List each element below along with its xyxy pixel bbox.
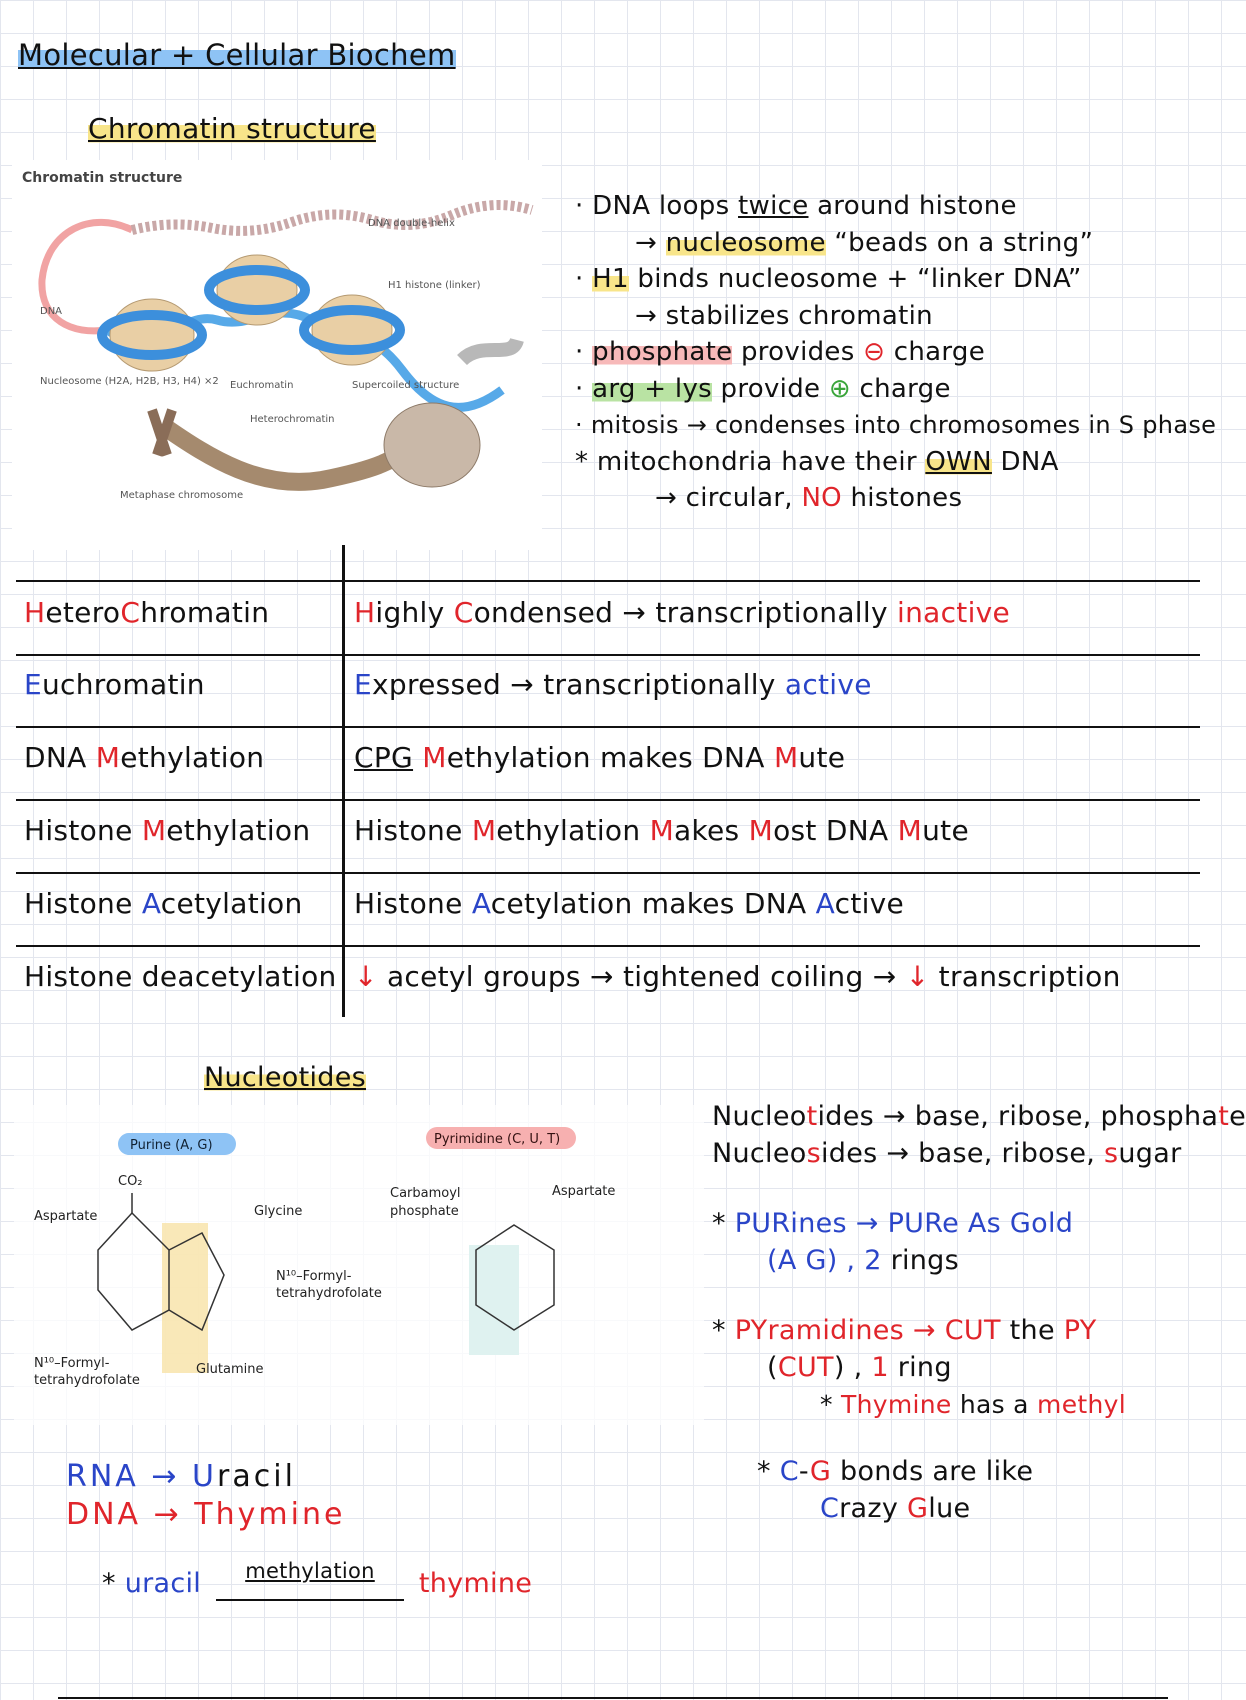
negative-icon: ⊖ [863,337,886,367]
text: · [575,264,593,294]
text: * mitochondria have their [575,446,926,477]
label-glycine: Glycine [254,1204,303,1219]
row-desc [354,741,845,774]
purine-tag: Purine (A, G) [130,1138,213,1153]
text: e [1229,1101,1246,1132]
text: · DNA loops [575,191,739,221]
text: cetylation makes DNA [490,887,816,920]
star-icon: * [102,1568,125,1599]
text: Histone [24,887,142,920]
text: · [575,337,593,367]
letter: A [815,887,835,920]
note-line [575,334,1200,371]
text-emphasis: methyl [1037,1390,1126,1419]
text: binds nucleosome + “linker DNA” [628,264,1082,294]
page-title-text: Molecular + Cellular Biochem [18,38,456,72]
text: Nucleo [712,1101,807,1132]
letter: M [141,814,167,847]
letter: CUT [777,1352,834,1383]
letter: M [773,741,799,774]
letter: E [24,668,42,701]
letter: D [66,1497,93,1532]
spacer [712,1423,1200,1453]
text: Histone [354,887,472,920]
text: e [942,1208,968,1239]
row-term [24,814,310,847]
text: · [575,373,593,404]
letter: t [1218,1101,1230,1132]
text: ute [922,814,969,847]
text: - [798,1456,810,1487]
row-term [24,668,205,701]
text: hromatin [140,596,270,629]
spacer [712,1279,1200,1312]
text: NA → [92,1497,195,1532]
letter: R [771,1208,791,1239]
row-term [24,596,269,629]
letter: M [748,814,774,847]
text: charge [885,337,986,367]
label-dna: DNA [40,306,63,317]
text: NA → [89,1459,193,1494]
letter: PU [734,1208,772,1239]
row-desc [354,596,1010,629]
chromatin-heading-text: Chromatin structure [88,112,376,145]
row-desc [354,960,1121,993]
positive-icon: ⊕ [828,373,851,404]
letter: A [967,1208,987,1239]
label-co2: CO₂ [118,1174,143,1189]
row-term [24,741,264,774]
supercoiled-structure [384,403,480,487]
heterochromatin-fiber [162,425,412,482]
letter: M [471,814,497,847]
table-row [16,873,1200,947]
note-line [712,1349,1200,1386]
term-h1: H1 [592,264,629,294]
text: the [1000,1315,1064,1346]
label-aspartate-2: Aspartate [552,1184,616,1199]
term-no: NO [801,483,842,513]
label-glutamine: Glutamine [196,1362,264,1377]
text: ctive [834,887,905,920]
table-row [16,580,1200,656]
note-line [712,1135,1200,1172]
letter: M [649,814,675,847]
figure-caption: Chromatin structure [22,170,183,186]
text: rings [881,1245,959,1276]
text: ethylation [120,741,265,774]
note-line [712,1312,1200,1349]
nucleotides-heading [204,1062,366,1093]
text: histones [841,483,963,513]
letter: A [471,887,491,920]
label-formyl-1b: tetrahydrofolate [276,1286,382,1301]
chromatin-diagram [12,160,542,550]
star-icon: * [820,1390,842,1419]
rna-dna-bases [66,1458,345,1534]
note-line [712,1205,1200,1242]
text: bonds are like [831,1456,1034,1487]
label-carbamoyl-2: phosphate [390,1204,459,1219]
label-h1-histone: H1 histone (linker) [388,280,481,291]
row-desc [354,668,872,701]
text: Histone [24,814,142,847]
letter: PUR [887,1208,943,1239]
letter: CUT [944,1315,1001,1346]
label-euchromatin: Euchromatin [230,380,294,391]
text: charge [850,373,951,404]
text: ighly [375,596,454,629]
text: ides → base, ribose, [820,1138,1105,1169]
term-own: OWN [925,446,992,477]
text: ondensed → transcriptionally [473,596,898,629]
label-formyl-1: N¹⁰–Formyl- [276,1269,352,1284]
letter: s [806,1138,821,1169]
table-row [16,727,1200,801]
text: etero [45,596,121,629]
label-dna-helix: DNA double-helix [368,218,455,229]
structure-diagram [14,1105,704,1425]
text: akes [674,814,749,847]
text-emphasis: CPG [354,741,414,774]
pyrimidine-ring [469,1225,554,1355]
label-aspartate: Aspartate [34,1209,98,1224]
letter: H [354,596,376,629]
chromatin-heading [88,112,376,145]
text: provide [711,373,829,404]
uracil-methylation [102,1559,533,1599]
note-line [575,444,1200,481]
text-emphasis: Thymine [841,1390,952,1419]
spacer [712,1172,1200,1205]
text: has a [951,1390,1038,1419]
text: ute [798,741,846,774]
letter: H [24,596,46,629]
text-emphasis: inactive [897,596,1011,629]
letter: A [141,887,161,920]
text: ring [888,1352,952,1383]
nucleosome-1 [102,299,202,371]
text: → circular, [655,483,802,513]
text-emphasis: 1 [871,1352,889,1383]
text: DNA [991,446,1059,477]
star-icon: * [712,1315,735,1346]
label-nucleosome: Nucleosome (H2A, H2B, H3, H4) ×2 [40,376,219,387]
row-desc [354,887,904,920]
text: lue [928,1493,971,1524]
text: ) , [833,1352,872,1383]
row-term: Histone deacetylation [24,960,337,993]
letter: PY [1063,1315,1097,1346]
label-heterochromatin: Heterochromatin [250,414,335,425]
letter: M [897,814,923,847]
text: around histone [808,191,1017,221]
arrow-label: methylation [245,1559,375,1583]
letter: G [809,1456,832,1487]
text-emphasis: Thymine [194,1497,346,1532]
term-thymine: thymine [418,1568,533,1599]
text: ethylation [496,814,650,847]
text: s [986,1208,1010,1239]
star-icon: * [712,1208,735,1239]
table-row [16,946,1200,1018]
chromatin-notes [575,188,1217,517]
text: ( [767,1352,778,1383]
dna-line [66,1496,345,1534]
down-arrow-icon: ↓ [354,960,378,993]
term-arg-lys: arg + lys [592,373,712,404]
note-line [575,480,1200,517]
letter: C [820,1493,840,1524]
text: ost DNA [773,814,898,847]
text: DNA [24,741,96,774]
note-line [712,1242,1200,1279]
letter: G [907,1493,929,1524]
text: transcription [929,960,1121,993]
term-nucleosome: nucleosome [665,227,826,258]
note-line [712,1453,1200,1490]
note-line [575,371,1200,408]
letter: U [192,1459,218,1494]
text: ides → base, ribose, phospha [817,1101,1219,1132]
note-line [712,1098,1246,1135]
pyrimidine-tag: Pyrimidine (C, U, T) [434,1132,561,1147]
note-line [712,1386,1200,1423]
table-row [16,800,1200,874]
text: ramidines → [767,1315,945,1346]
letter: t [806,1101,818,1132]
page-title [18,38,456,72]
text: old [1031,1208,1074,1239]
letter: E [354,668,372,701]
text: provides [732,337,864,367]
chromatin-figure [12,160,542,550]
label-supercoiled: Supercoiled structure [352,380,460,391]
nucleotide-notes [712,1098,1246,1527]
text [413,741,422,774]
letter: PY [734,1315,768,1346]
text: ugar [1118,1138,1182,1169]
label-metaphase: Metaphase chromosome [120,490,244,501]
dna-double-helix [132,205,532,231]
text: racil [217,1459,296,1494]
text-emphasis: active [784,668,872,701]
text: ethylation makes DNA [446,741,774,774]
letter: C [120,596,141,629]
letter: M [95,741,121,774]
text: razy [839,1493,908,1524]
letter: G [1009,1208,1032,1239]
text: Nucleo [712,1138,807,1169]
chromatin-fiber [462,340,517,360]
text-emphasis: twice [738,191,809,221]
text: uchromatin [42,668,205,701]
text: → [635,227,666,258]
arrow-line [216,1599,404,1601]
rna-line [66,1458,345,1496]
text: ethylation [166,814,311,847]
text-emphasis: 2 [864,1245,882,1276]
row-term [24,887,303,920]
nucleotide-structures [14,1105,704,1425]
bottom-rule [58,1697,1168,1699]
note-line: · mitosis → condenses into chromosomes in S phase [575,411,1217,439]
nucleotides-heading-text: Nucleotides [204,1062,366,1093]
note-line [575,261,1200,298]
row-desc [354,814,969,847]
text: (A G) , [767,1245,865,1276]
letter: R [66,1459,90,1494]
text: cetylation [160,887,303,920]
text: “beads on a string” [825,227,1094,258]
note-line: → stabilizes chromatin [635,300,933,331]
star-icon: * [757,1456,780,1487]
metaphase-chromosome-shape [152,410,172,455]
letter: C [779,1456,799,1487]
letter: M [422,741,447,774]
term-uracil: uracil [124,1568,202,1599]
term-phosphate: phosphate [592,337,733,367]
letter: C [453,596,474,629]
text: acetyl groups → tightened coiling → [377,960,906,993]
note-line [712,1490,1200,1527]
down-arrow-icon: ↓ [905,960,930,993]
text: Histone [354,814,472,847]
methylation-arrow [210,1559,410,1597]
table-row [16,654,1200,728]
letter: s [1104,1138,1119,1169]
note-line [575,225,1200,262]
text: xpressed → transcriptionally [372,668,785,701]
label-formyl-2b: tetrahydrofolate [34,1373,140,1388]
note-line [575,188,1200,225]
label-carbamoyl: Carbamoyl [390,1186,461,1201]
text: ines → [790,1208,888,1239]
label-formyl-2: N¹⁰–Formyl- [34,1356,110,1371]
